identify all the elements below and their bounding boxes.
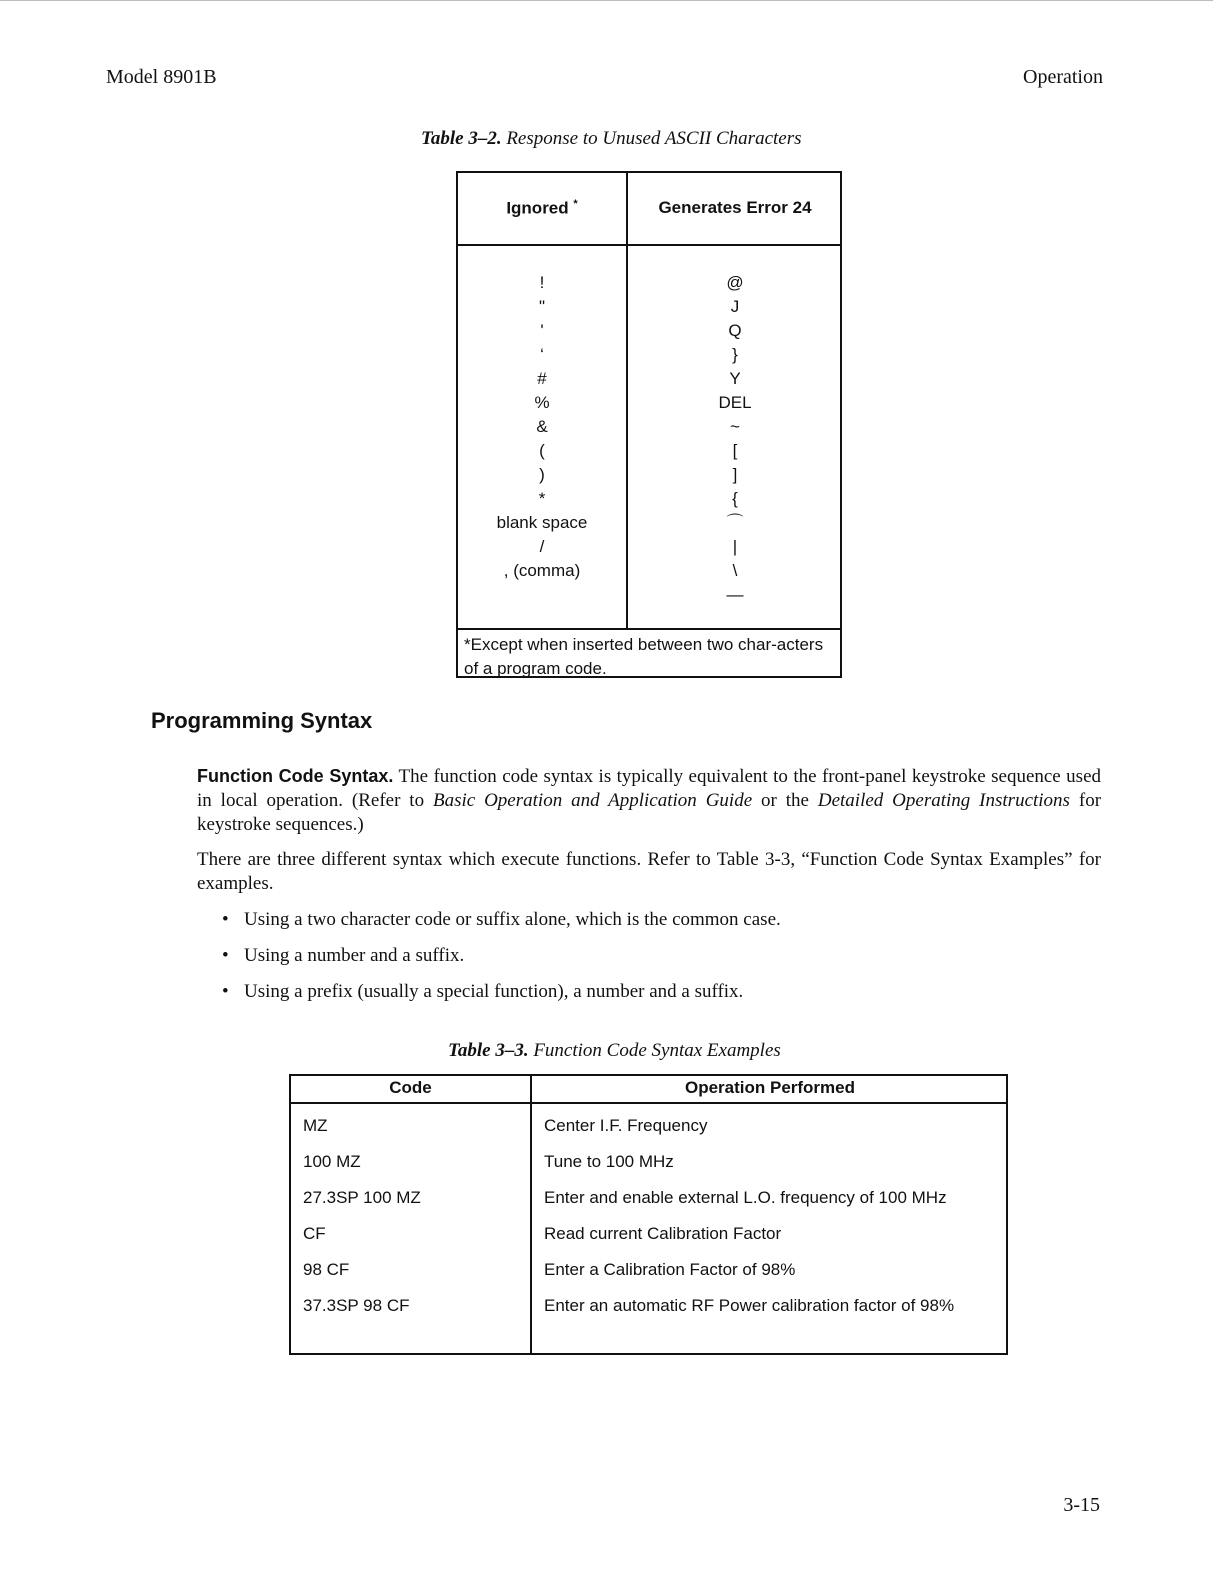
paragraph-function-code-syntax — [197, 764, 1101, 837]
bullet-icon: • — [222, 909, 229, 930]
operation-cell: Read current Calibration Factor — [544, 1224, 782, 1243]
bullet-item — [222, 979, 781, 1015]
bullet-icon: • — [222, 981, 229, 1002]
ignored-character: * — [538, 489, 546, 508]
ignored-character: % — [534, 393, 550, 412]
code-cell: 27.3SP 100 MZ — [303, 1188, 421, 1207]
table-3-2-caption — [421, 128, 802, 150]
error-character: } — [732, 345, 738, 364]
code-cell: 100 MZ — [303, 1152, 361, 1171]
error-character: ~ — [730, 417, 740, 436]
error-list — [628, 271, 842, 607]
operation-cell: Enter a Calibration Factor of 98% — [544, 1260, 796, 1279]
ignored-character: & — [536, 417, 548, 436]
ignored-header-label: Ignored — [506, 198, 569, 218]
page-number: 3-15 — [1063, 1494, 1100, 1516]
footnote-rule — [458, 628, 840, 630]
ignored-character: / — [539, 537, 545, 556]
table-row — [291, 1150, 1006, 1186]
ignored-list — [458, 271, 626, 583]
table-row — [291, 1186, 1006, 1222]
header-rule — [291, 1102, 1006, 1104]
bullet-item — [222, 943, 781, 979]
table-3-2-title: Response to Unused ASCII Characters — [506, 128, 802, 149]
table-3-2-number: Table 3–2. — [421, 128, 502, 149]
error-character: ] — [732, 465, 738, 484]
error-character: { — [732, 489, 738, 508]
para1-text-b: or the — [752, 790, 818, 811]
table-3-2 — [456, 171, 842, 678]
ignored-character: " — [538, 297, 546, 316]
code-cell: MZ — [303, 1116, 328, 1135]
section-heading: Programming Syntax — [151, 708, 373, 733]
bullet-list — [222, 907, 781, 1015]
error-character: — — [726, 585, 744, 604]
operation-cell: Center I.F. Frequency — [544, 1116, 708, 1135]
bullet-icon: • — [222, 945, 229, 966]
reference-detailed-instructions: Detailed Operating Instructions — [817, 790, 1070, 811]
code-header: Code — [389, 1078, 432, 1097]
code-cell: 98 CF — [303, 1260, 350, 1279]
operation-cell: Enter and enable external L.O. frequency of 100 MHz — [544, 1188, 947, 1207]
header-model: Model 8901B — [106, 66, 217, 88]
operation-header: Operation Performed — [684, 1078, 856, 1097]
ignored-character: blank space — [496, 513, 588, 532]
bullet-item — [222, 907, 781, 943]
header-section: Operation — [1023, 66, 1103, 88]
bullet-text: Using a two character code or suffix alone, which is the common case. — [244, 909, 781, 930]
operation-cell: Tune to 100 MHz — [544, 1152, 674, 1171]
error-character: | — [732, 537, 738, 556]
code-cell: CF — [303, 1224, 326, 1243]
table-row — [291, 1114, 1006, 1150]
error-character: \ — [732, 561, 738, 580]
para1-text-a: The function code syntax is typically equivalent to the front-panel keystroke sequence used in local operation. (Refer to — [197, 766, 1102, 811]
error-character: ⌒ — [726, 513, 744, 532]
error-character: Y — [729, 369, 741, 388]
error-character: Q — [728, 321, 742, 340]
table-3-3 — [289, 1074, 1008, 1355]
ignored-character: ( — [539, 441, 545, 460]
paragraph-syntax-types: There are three different syntax which execute functions. Refer to Table 3-3, “Function Code Syntax Examples” for examples. — [197, 849, 1101, 894]
table-3-3-title: Function Code Syntax Examples — [533, 1040, 781, 1061]
error-character: J — [730, 297, 740, 316]
ignored-character: , (comma) — [503, 561, 581, 580]
ignored-character: # — [537, 369, 547, 388]
para1-text-c: for keystroke sequences.) — [197, 790, 1102, 835]
table-3-3-body — [291, 1114, 1006, 1330]
table-footnote: *Except when inserted between two char-acters of a program code. — [464, 635, 824, 678]
error-header: Generates Error 24 — [658, 198, 812, 217]
bullet-text: Using a number and a suffix. — [244, 945, 465, 966]
ignored-character: ‘ — [540, 345, 544, 364]
table-3-3-caption — [448, 1040, 781, 1062]
ignored-character: ! — [539, 273, 545, 292]
table-row — [291, 1294, 1006, 1330]
code-cell: 37.3SP 98 CF — [303, 1296, 410, 1315]
table-row — [291, 1222, 1006, 1258]
ignored-character: ' — [540, 321, 544, 340]
reference-basic-guide: Basic Operation and Application Guide — [432, 790, 753, 811]
ignored-header — [458, 198, 626, 219]
header-rule — [458, 244, 840, 246]
ignored-character: ) — [539, 465, 545, 484]
bullet-text: Using a prefix (usually a special function), a number and a suffix. — [244, 981, 744, 1002]
error-character: [ — [732, 441, 738, 460]
table-3-3-number: Table 3–3. — [448, 1040, 529, 1061]
top-rule — [0, 0, 1213, 1]
run-in-heading: Function Code Syntax. — [197, 766, 394, 786]
operation-cell: Enter an automatic RF Power calibration factor of 98% — [544, 1296, 955, 1315]
error-character: @ — [726, 273, 744, 292]
error-character: DEL — [718, 393, 752, 412]
table-row — [291, 1258, 1006, 1294]
footnote-marker: * — [573, 198, 578, 210]
